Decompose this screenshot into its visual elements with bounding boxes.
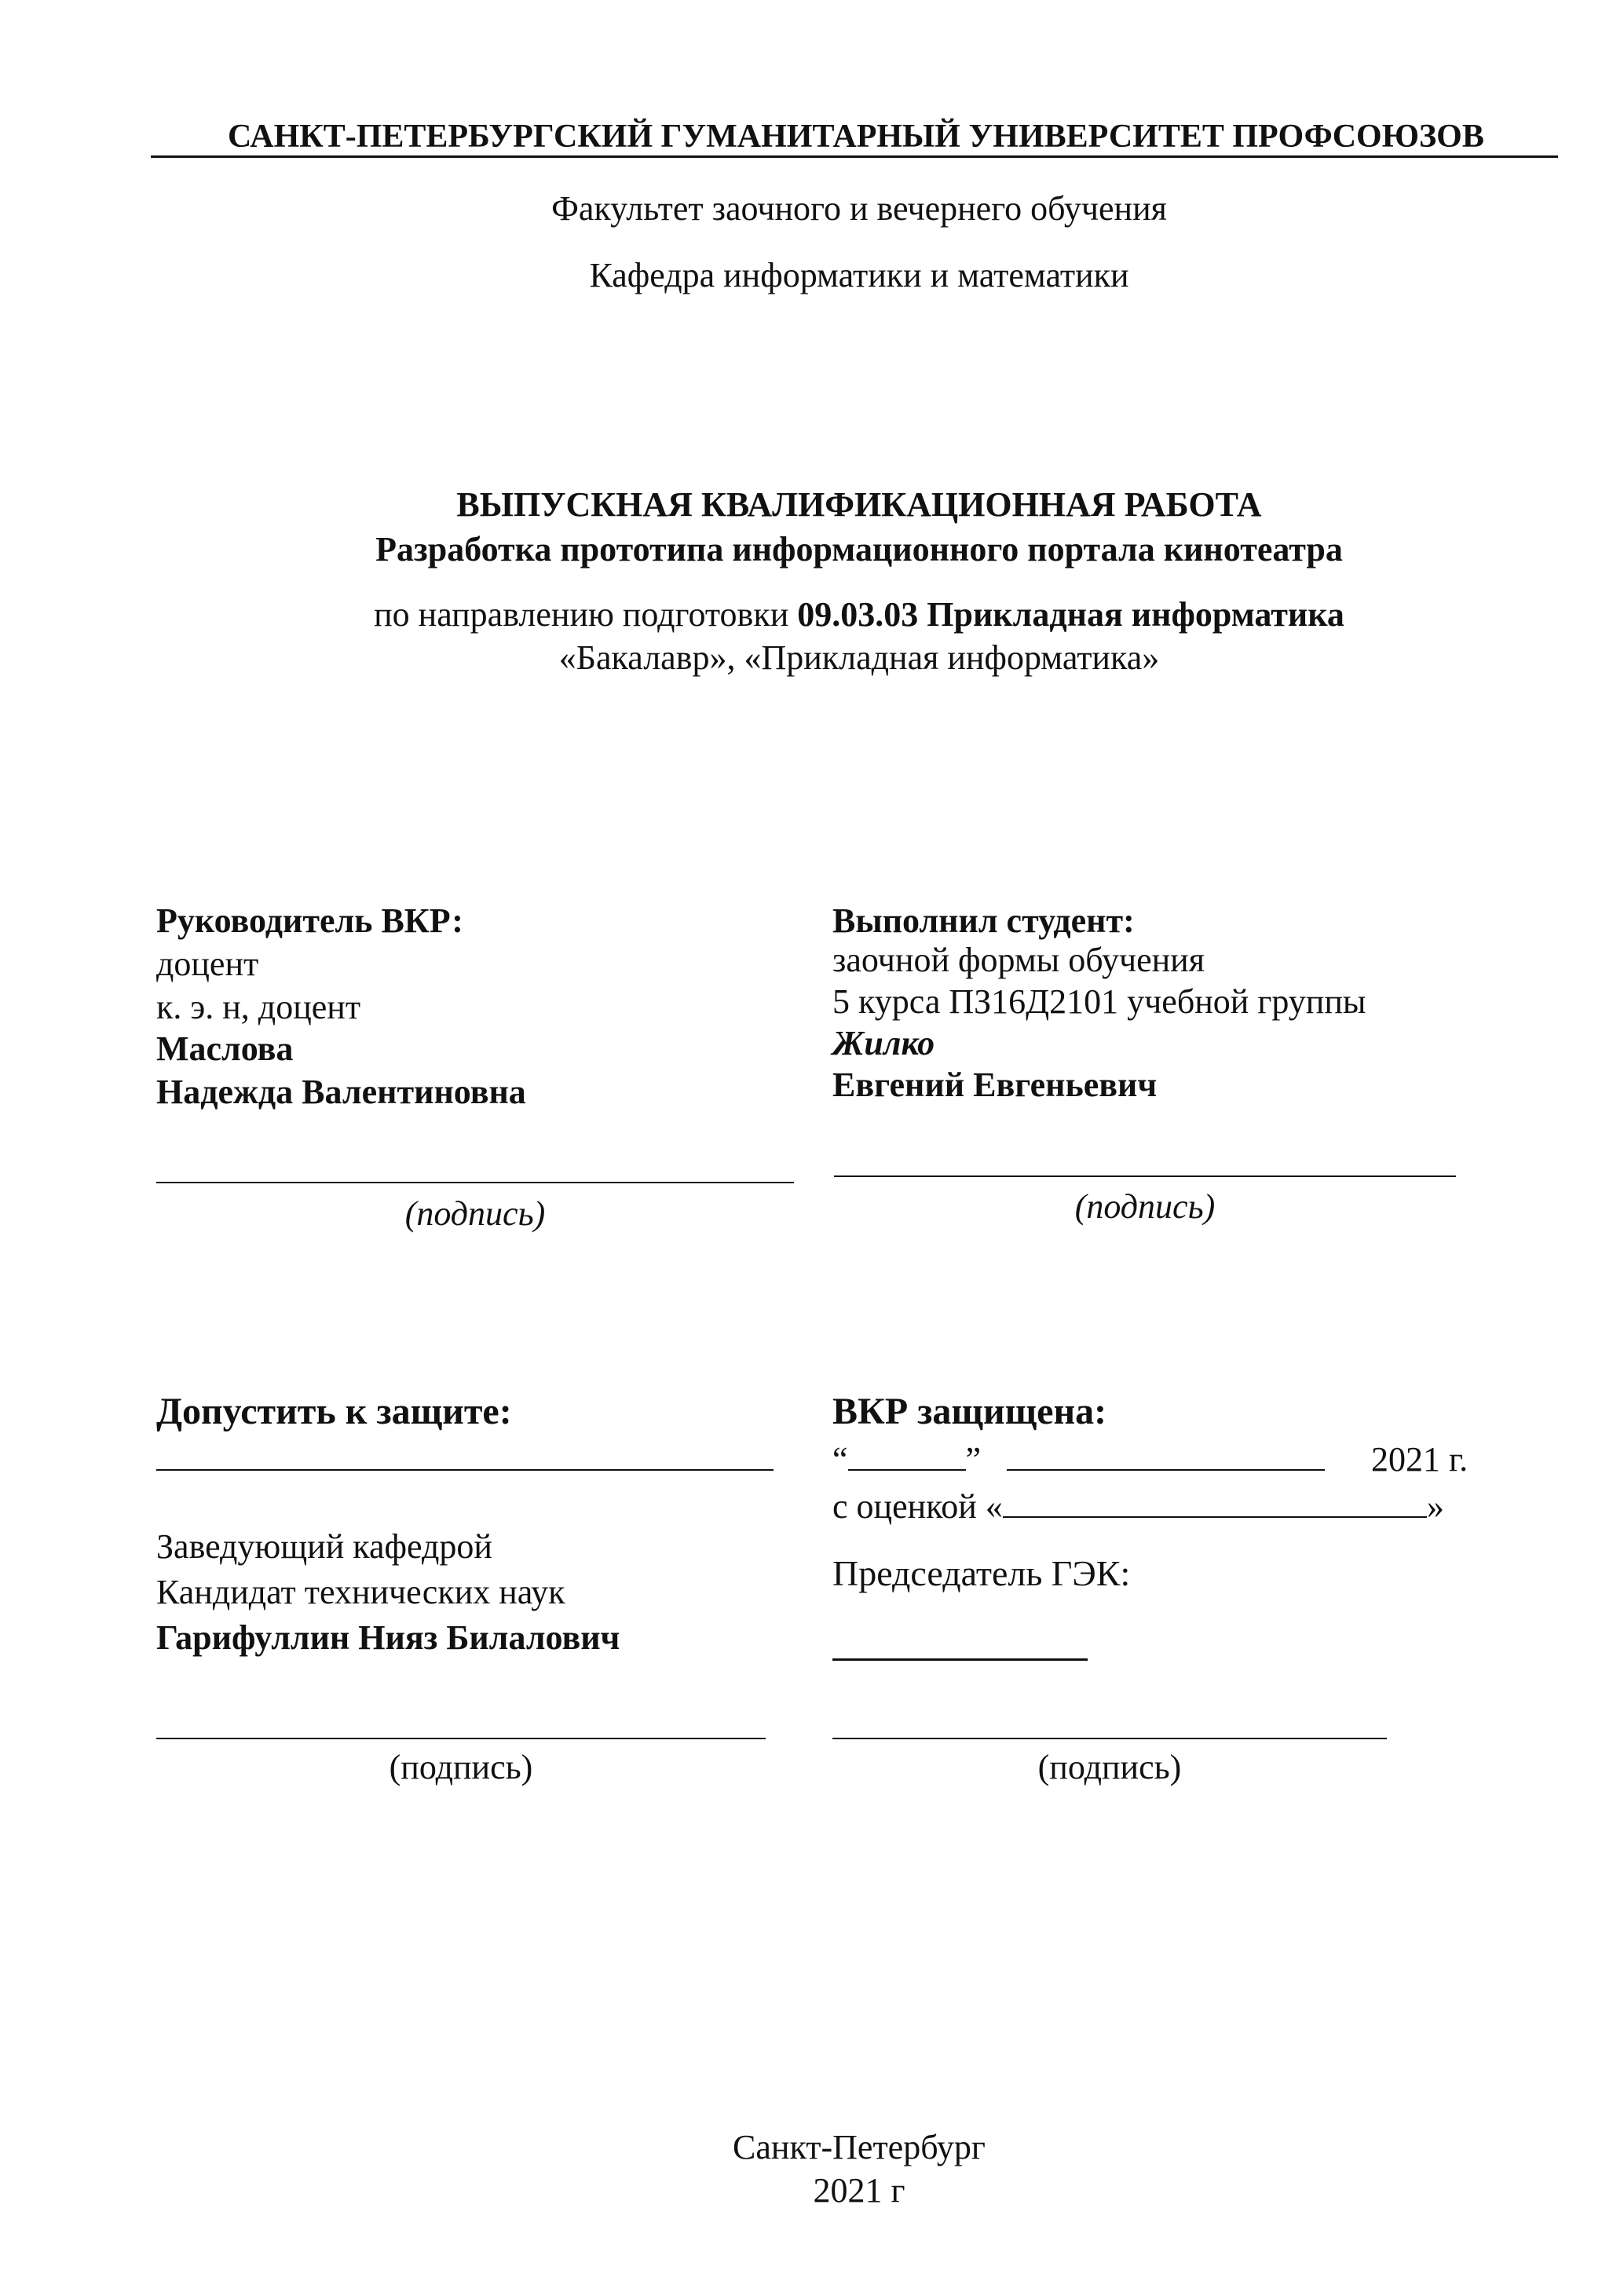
chairman-signature-caption: (подпись) bbox=[1037, 1748, 1182, 1786]
quote-close: ” bbox=[965, 1440, 982, 1479]
head-title: Заведующий кафедрой bbox=[156, 1527, 492, 1566]
direction-prefix: по направлению подготовки bbox=[374, 595, 789, 634]
head-name: Гарифуллин Нияз Билалович bbox=[156, 1618, 620, 1657]
day-blank bbox=[848, 1441, 966, 1471]
grade-line bbox=[832, 1486, 1444, 1528]
chairman-signature-line bbox=[832, 1738, 1387, 1739]
defense-date-line bbox=[832, 1439, 1325, 1481]
student-group: 5 курса ПЗ16Д2101 учебной группы bbox=[832, 982, 1366, 1021]
department-name: Кафедра информатики и математики bbox=[589, 256, 1129, 294]
chairman-short-line bbox=[832, 1658, 1088, 1661]
month-blank bbox=[1007, 1441, 1325, 1471]
supervisor-degree: к. э. н, доцент bbox=[156, 988, 361, 1026]
chairman-label: Председатель ГЭК: bbox=[832, 1553, 1131, 1593]
university-name: САНКТ-ПЕТЕРБУРГСКИЙ ГУМАНИТАРНЫЙ УНИВЕРСИТЕТ ПРОФСОЮЗОВ bbox=[228, 119, 1484, 155]
supervisor-name: Надежда Валентиновна bbox=[156, 1073, 526, 1111]
footer-city: Санкт-Петербург bbox=[733, 2128, 986, 2166]
student-surname: Жилко bbox=[832, 1024, 935, 1062]
head-degree: Кандидат технических наук bbox=[156, 1573, 565, 1611]
supervisor-surname: Маслова bbox=[156, 1029, 294, 1068]
header-rule bbox=[151, 155, 1558, 158]
supervisor-signature-caption: (подпись) bbox=[404, 1194, 546, 1233]
admission-line bbox=[156, 1469, 774, 1471]
student-signature-line bbox=[834, 1175, 1456, 1177]
head-signature-line bbox=[156, 1738, 766, 1739]
student-heading: Выполнил студент: bbox=[832, 901, 1135, 940]
supervisor-signature-line bbox=[156, 1182, 794, 1183]
faculty-name: Факультет заочного и вечернего обучения bbox=[551, 189, 1167, 228]
defense-heading: ВКР защищена: bbox=[832, 1391, 1107, 1432]
direction-code: 09.03.03 Прикладная информатика bbox=[797, 595, 1344, 634]
defense-year: 2021 г. bbox=[1371, 1440, 1469, 1479]
work-topic: Разработка прототипа информационного портала кинотеатра bbox=[375, 530, 1343, 569]
direction-line bbox=[0, 594, 1624, 636]
supervisor-heading: Руководитель ВКР: bbox=[156, 901, 463, 940]
footer-year: 2021 г bbox=[813, 2171, 905, 2210]
grade-suffix: » bbox=[1426, 1487, 1444, 1526]
grade-blank bbox=[1003, 1488, 1427, 1518]
grade-prefix: с оценкой « bbox=[832, 1487, 1003, 1526]
quote-open: “ bbox=[832, 1440, 848, 1479]
student-name: Евгений Евгеньевич bbox=[832, 1066, 1158, 1104]
student-signature-caption: (подпись) bbox=[1074, 1187, 1216, 1226]
work-type: ВЫПУСКНАЯ КВАЛИФИКАЦИОННАЯ РАБОТА bbox=[456, 485, 1262, 524]
admission-heading: Допустить к защите: bbox=[156, 1391, 512, 1432]
supervisor-position: доцент bbox=[156, 945, 259, 983]
degree-level: «Бакалавр», «Прикладная информатика» bbox=[558, 638, 1160, 677]
student-form: заочной формы обучения bbox=[832, 941, 1205, 979]
head-signature-caption: (подпись) bbox=[389, 1748, 533, 1786]
